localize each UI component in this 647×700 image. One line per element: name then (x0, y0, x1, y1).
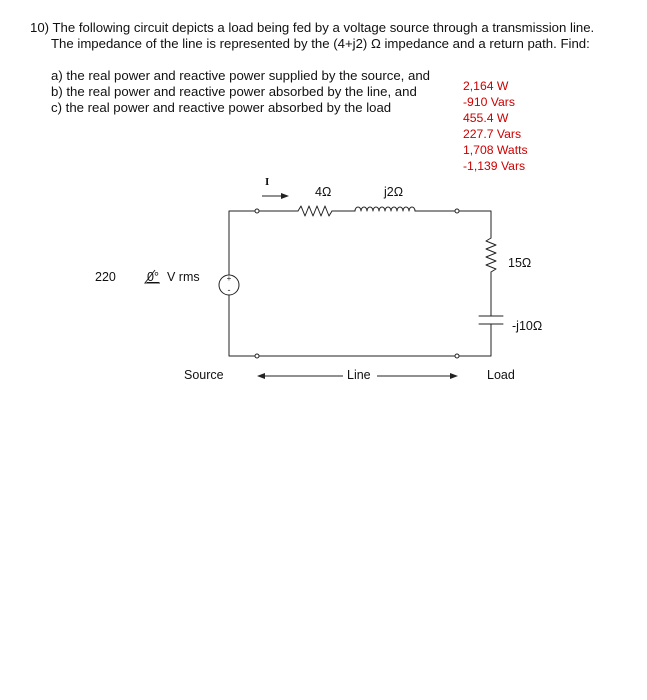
source-voltage-unit: V rms (167, 270, 200, 284)
section-label-line: Line (347, 368, 371, 382)
load-resistor (486, 238, 496, 272)
current-arrow-head (281, 193, 289, 199)
problem-line-2: The impedance of the line is represented by the (4+j2) Ω impedance and a return path. Find: (51, 36, 590, 51)
answer-source-real-power: 2,164 W (463, 79, 509, 93)
question-part-a: a) the real power and reactive power supplied by the source, and (51, 68, 430, 83)
answer-load-real-power: 1,708 Watts (463, 143, 528, 157)
terminal-load-top (455, 209, 459, 213)
wire-return-path (229, 295, 491, 356)
line-resistor (298, 206, 332, 216)
source-plus-sign: + (226, 274, 232, 283)
load-resistance-label: 15Ω (508, 256, 532, 270)
answer-line-reactive-power: 227.7 Vars (463, 127, 522, 141)
wire-top-left (229, 211, 257, 275)
answer-load-reactive-power: -1,139 Vars (463, 159, 526, 173)
arrow-load-head (450, 373, 458, 379)
section-label-load: Load (487, 368, 515, 382)
line-resistance-label: 4Ω (315, 185, 332, 199)
answer-source-reactive-power: -910 Vars (463, 95, 515, 109)
wire-top-right (457, 211, 491, 238)
source-voltage-magnitude: 220 (95, 270, 116, 284)
line-inductor (355, 207, 415, 211)
source-minus-sign: - (227, 285, 231, 295)
terminal-source-bottom (255, 354, 259, 358)
terminal-source-top (255, 209, 259, 213)
current-label: I (265, 176, 270, 188)
problem-line-1: 10) The following circuit depicts a load being fed by a voltage source through a transmission line. (30, 20, 595, 35)
load-reactance-label: -j10Ω (512, 319, 543, 333)
question-part-c: c) the real power and reactive power absorbed by the load (51, 100, 392, 115)
answer-line-real-power: 455.4 W (463, 111, 509, 125)
source-voltage-angle: 0° (147, 270, 159, 284)
question-part-b: b) the real power and reactive power absorbed by the line, and (51, 84, 417, 99)
terminal-load-bottom (455, 354, 459, 358)
arrow-source-head (257, 373, 265, 379)
section-label-source: Source (184, 368, 224, 382)
line-reactance-label: j2Ω (384, 185, 404, 199)
